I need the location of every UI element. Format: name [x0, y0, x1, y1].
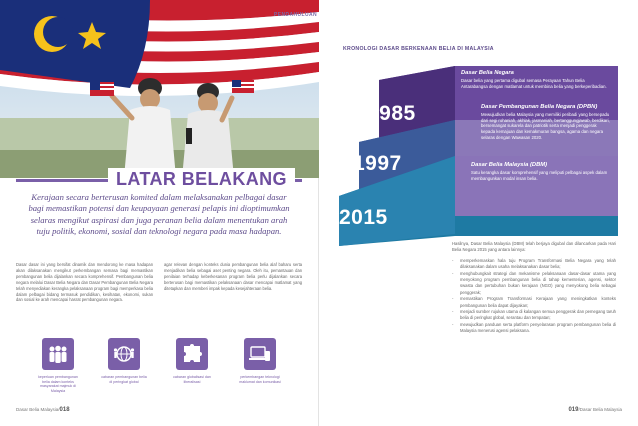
challenge-item	[100, 338, 148, 384]
photo-illustration	[0, 0, 319, 178]
body-column-right: agar relevan dengan konteks dunia pembangunan belia alaf baharu serta menjadikan belia sebagai aset penting negara. Oleh itu, pemantauan dan penilaian terhadap keberkesanan program belia perlu dijalankan secara berterusan bagi memastikan pelaksanaan dasar mencapai matlamat yang ditetapkan dan memberi impak kepada kesejahteraan belia.	[164, 262, 302, 291]
list-item: - memperkemaskan hala tuju Program Transformasi Belia Negara yang telah dilaksanakan dalam usaha melaksanakan dasar belia;	[452, 258, 616, 271]
challenge-caption: cabaran globalisasi dan liberalisasi	[173, 375, 211, 384]
year-1997: 1997	[353, 152, 402, 175]
body-intro: Hasilnya, Dasar Belia Malaysia (DBM) telah berjaya digubal dan dilancarkan pada Hari Belia Negara 2015 yang antara lainnya:	[452, 241, 616, 253]
page-title	[16, 168, 302, 190]
entry-title: Dasar Belia Malaysia (DBM)	[471, 162, 548, 168]
section-label: PENDAHULUAN	[274, 12, 318, 18]
challenge-icons	[34, 338, 284, 398]
footer-right	[568, 407, 622, 413]
list-item: - menjadi sumber rujukan utama di kalangan semua penggerak dan pemegang taruh belia di peringkat global, serantau dan tempatan;	[452, 309, 616, 322]
timeline-entry-1997	[481, 104, 611, 141]
page-number-left: 018	[59, 407, 70, 413]
right-body-text	[452, 241, 616, 335]
challenge-caption: cabaran pembangunan belia di peringkat global	[101, 375, 147, 384]
list-item: - memastikan Program Transformasi Kerajaan yang meningkatkan konteks pembangunan belia dapat dijayakan;	[452, 296, 616, 309]
timeline-entry-1985	[461, 70, 611, 89]
lead-paragraph: Kerajaan secara berterusan komited dalam melaksanakan pelbagai dasar bagi memastikan potensi dan keupayaan generasi pelapis ini dioptimumkan selaras mengikut aspirasi dan juga peranan belia dalam menentukan arah tuju politik, ekonomi, sosial dan teknologi negara pada masa hadapan.	[28, 192, 290, 236]
body-column-left: Dasar dasar ini yang bersifat dinamik dan mendorong ke masa hadapan akan dilaksanakan mengikut perkembangan semasa bagi memastikan pembangunan belia dijalankan secara komprehensif. Pembangunan belia negara melalui Dasar Belia Negara dan Dasar Pembangunan Belia Negara telah menyediakan kerangka pelaksanaan program bagi memperkasa belia dalam pelbagai bidang termasuk pendidikan, kesihatan, ekonomi, sukan dan sosial ke arah mencapai hasrat pembangunan negara.	[16, 262, 153, 303]
puzzle-icon	[176, 338, 208, 370]
challenge-item	[236, 338, 284, 384]
chronology-title: KRONOLOGI DASAR BERKENAAN BELIA DI MALAYSIA	[343, 46, 494, 52]
entry-title: Dasar Pembangunan Belia Negara (DPBN)	[481, 104, 598, 110]
page-title-text: LATAR BELAKANG	[108, 168, 295, 190]
footer-right-suffix: /Dasar Belia Malaysia	[578, 407, 622, 412]
globe-people-icon	[108, 338, 140, 370]
year-1985: 1985	[367, 102, 416, 125]
chronology-timeline	[319, 56, 638, 246]
list-item: - menghubungkait strategi dan mekanisme pelaksanaan dasar-dasar utama yang menyokong program pembangunan belia di tahap kementerian, agensi, sektor swasta dan pertubuhan bukan kerajaan (NGO) yang menyokong belia sebagai penggerak;	[452, 271, 616, 297]
objectives-list	[452, 258, 616, 335]
challenge-item	[168, 338, 216, 384]
entry-title: Dasar Belia Negara	[461, 70, 514, 76]
entry-desc: Mewujudkan belia Malaysia yang memiliki peribadi yang bersepadu dari segi rohaniah, akhlak, jasmaniah, bertanggungjawab, berdikari, bersemangat sukarela dan patriotik serta menjadi penggerak kepada kemajuan dan kemakmuran bangsa, agama dan negara selaras dengan Wawasan 2020.	[481, 112, 610, 140]
challenge-item	[34, 338, 82, 393]
page-number-right: 019	[568, 407, 579, 413]
challenge-caption: perkembangan teknologi maklumat dan komunikasi	[239, 375, 281, 384]
entry-desc: Satu kerangka dasar komprehensif yang meliputi pelbagai aspek dalam membangunkan modal insan belia.	[471, 170, 608, 181]
footer-left-prefix: Dasar Belia Malaysia/	[16, 407, 60, 412]
timeline-entry-2015	[471, 162, 611, 181]
list-item: - mewujudkan panduan serta platform penyelarasan program pembangunan belia di Malaysia menerusi agensi pelaksana.	[452, 322, 616, 335]
hero-photo	[0, 0, 319, 178]
devices-icon	[244, 338, 276, 370]
entry-desc: Dasar belia yang pertama digubal semasa Perayaan Tahun Belia Antarabangsa dengan matlamat untuk membina belia yang berkeperibadian.	[461, 78, 607, 89]
year-2015: 2015	[339, 206, 388, 229]
people-group-icon	[42, 338, 74, 370]
footer-left	[16, 407, 70, 413]
challenge-caption: keperluan pembangunan belia dalam konteks masyarakat majmuk di Malaysia	[38, 375, 78, 393]
